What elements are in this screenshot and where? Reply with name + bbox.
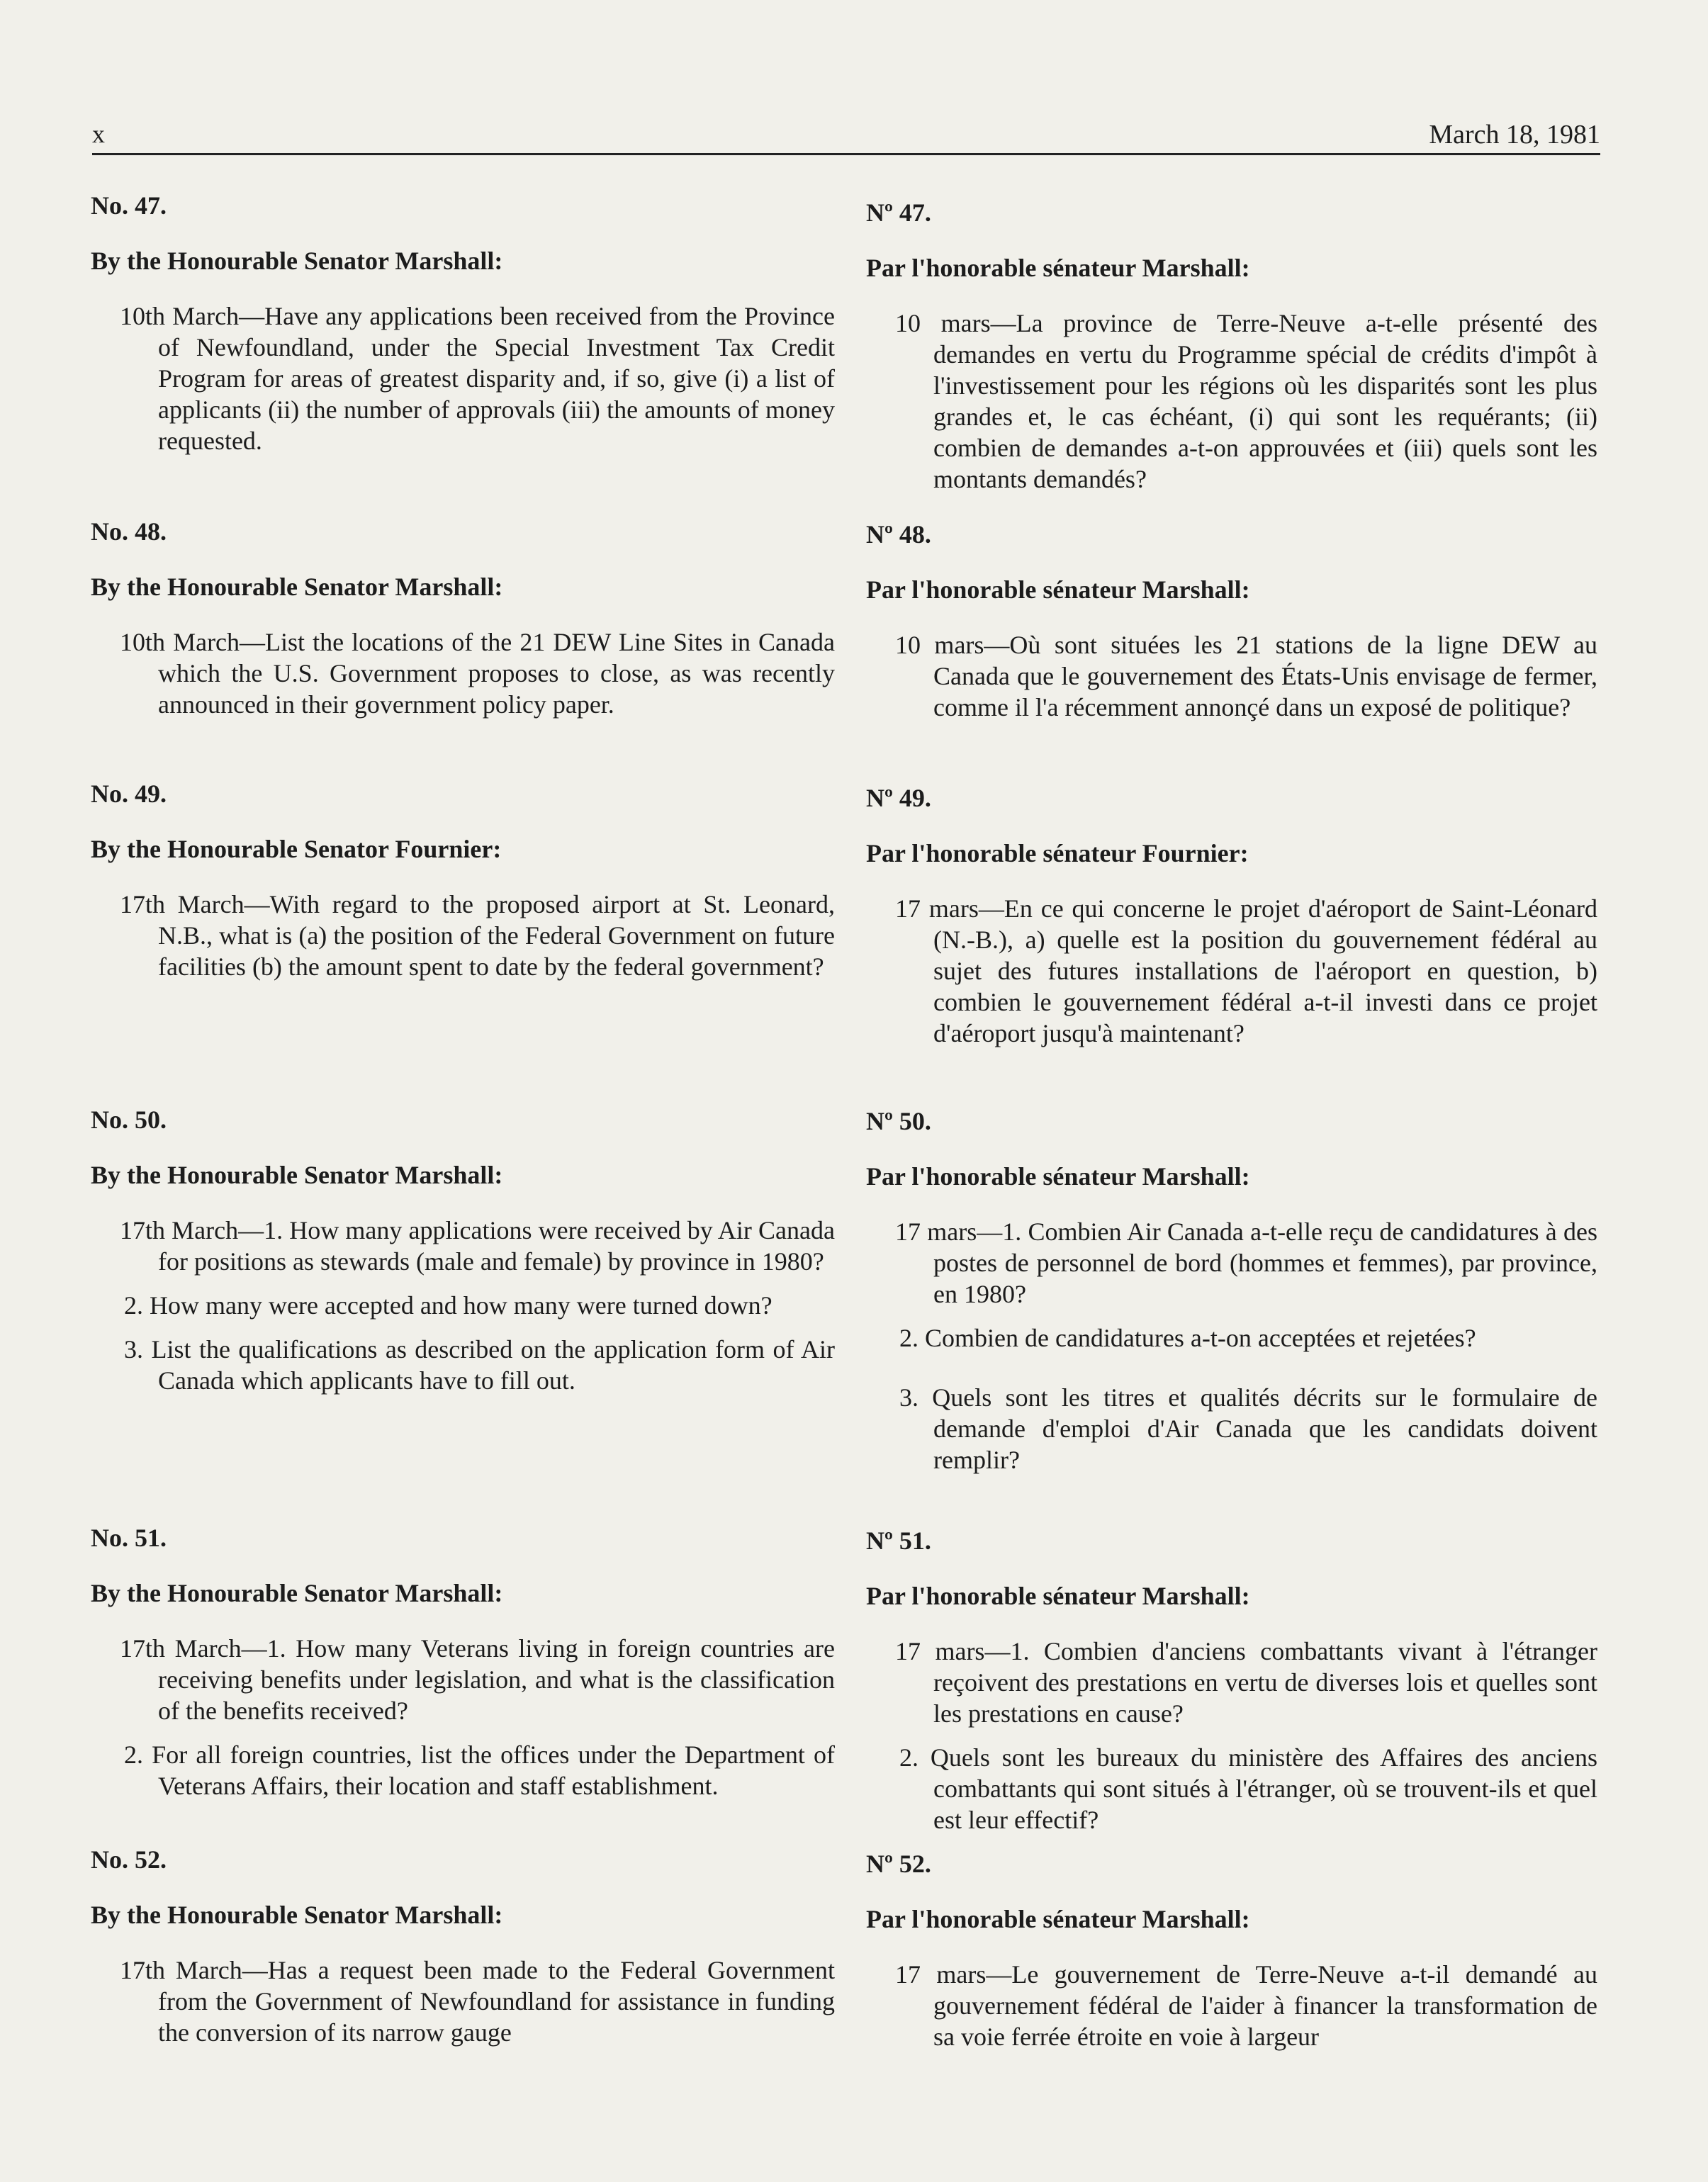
question-52-fr — [866, 1848, 1597, 2052]
question-number: Nº 47. — [866, 198, 931, 227]
question-author: Par l'honorable sénateur Marshall: — [866, 254, 1250, 282]
question-author: Par l'honorable sénateur Marshall: — [866, 575, 1250, 604]
question-50-en — [91, 1104, 835, 1396]
page-number: x — [92, 120, 105, 148]
question-text: 17th March—With regard to the proposed airport at St. Leonard, N.B., what is (a) the position of the Federal Government on future facilities (b) the amount spent to date by the federal government? — [120, 890, 835, 981]
question-number: Nº 52. — [866, 1850, 931, 1878]
header-rule — [92, 153, 1600, 155]
question-author: By the Honourable Senator Marshall: — [91, 573, 503, 601]
question-number: No. 51. — [91, 1524, 167, 1552]
question-text: 2. For all foreign countries, list the offices under the Department of Veterans Affairs, their location and staff establishment. — [124, 1740, 835, 1800]
question-author: Par l'honorable sénateur Fournier: — [866, 839, 1249, 867]
question-text: 10th March—Have any applications been received from the Province of Newfoundland, under the Special Investment Tax Credit Program for areas of greatest disparity and, if so, give (i) a list of applicants (ii) the number of approvals (iii) the amounts of money requested. — [120, 302, 835, 455]
question-author: By the Honourable Senator Marshall: — [91, 1579, 503, 1607]
question-47-en — [91, 190, 835, 456]
question-text: 17 mars—Le gouvernement de Terre-Neuve a-t-il demandé au gouvernement fédéral de l'aider à financer la transformation de sa voie ferrée étroite en voie à largeur — [895, 1960, 1597, 2051]
question-number: No. 47. — [91, 191, 167, 220]
question-text: 17th March—1. How many Veterans living in foreign countries are receiving benefits under legislation, and what is the classification of the benefits received? — [120, 1634, 835, 1725]
question-text: 17th March—Has a request been made to the Federal Government from the Government of Newfoundland for assistance in funding the conversion of its narrow gauge — [120, 1956, 835, 2047]
question-text: 10 mars—La province de Terre-Neuve a-t-elle présenté des demandes en vertu du Programme spécial de crédits d'impôt à l'investissement pour les régions où les disparités sont les plus grandes et, le cas échéant, (i) qui sont les requérants; (ii) combien de demandes a-t-on approuvées et (iii) quels sont les montants demandés? — [895, 309, 1597, 493]
question-text: 17 mars—1. Combien d'anciens combattants vivant à l'étranger reçoivent des prestations en vertu de diverses lois et quelles sont les prestations en cause? — [895, 1637, 1597, 1728]
question-49-en — [91, 778, 835, 982]
question-text: 2. How many were accepted and how many were turned down? — [124, 1291, 772, 1320]
question-author: By the Honourable Senator Marshall: — [91, 1901, 503, 1929]
question-text: 2. Combien de candidatures a-t-on acceptées et rejetées? — [899, 1324, 1476, 1352]
question-number: Nº 51. — [866, 1526, 931, 1555]
question-author: By the Honourable Senator Marshall: — [91, 1161, 503, 1189]
question-50-fr — [866, 1106, 1597, 1475]
question-text: 10 mars—Où sont situées les 21 stations de la ligne DEW au Canada que le gouvernement des États-Unis envisage de fermer, comme il l'a récemment annonçé dans un exposé de politique? — [895, 631, 1597, 721]
question-author: By the Honourable Senator Marshall: — [91, 247, 503, 275]
question-author: Par l'honorable sénateur Marshall: — [866, 1162, 1250, 1191]
question-number: Nº 48. — [866, 520, 931, 549]
question-text: 17 mars—En ce qui concerne le projet d'aéroport de Saint-Léonard (N.-B.), a) quelle est la position du gouvernement fédéral au sujet des futures installations de l'aéroport en question, b) combien le gouvernement fédéral a-t-il investi dans ce projet d'aéroport jusqu'à maintenant? — [895, 894, 1597, 1047]
question-51-fr — [866, 1525, 1597, 1835]
question-49-fr — [866, 782, 1597, 1049]
question-author: Par l'honorable sénateur Marshall: — [866, 1582, 1250, 1610]
question-number: No. 48. — [91, 517, 167, 546]
question-author: By the Honourable Senator Fournier: — [91, 835, 502, 863]
question-number: No. 49. — [91, 780, 167, 808]
question-text: 3. List the qualifications as described on the application form of Air Canada which applicants have to fill out. — [124, 1335, 835, 1395]
page-header — [92, 119, 1600, 153]
question-number: No. 50. — [91, 1106, 167, 1134]
question-number: No. 52. — [91, 1845, 167, 1874]
question-number: Nº 50. — [866, 1107, 931, 1135]
question-48-en — [91, 516, 835, 720]
question-52-en — [91, 1844, 835, 2048]
question-text: 2. Quels sont les bureaux du ministère des Affaires des anciens combattants qui sont situés à l'étranger, où se trouvent-ils et quel est leur effectif? — [899, 1743, 1597, 1834]
question-text: 17 mars—1. Combien Air Canada a-t-elle reçu de candidatures à des postes de personnel de bord (hommes et femmes), par province, en 1980? — [895, 1217, 1597, 1308]
question-number: Nº 49. — [866, 784, 931, 812]
question-51-en — [91, 1522, 835, 1801]
question-text: 17th March—1. How many applications were received by Air Canada for positions as stewards (male and female) by province in 1980? — [120, 1216, 835, 1276]
question-47-fr — [866, 197, 1597, 495]
page-date: March 18, 1981 — [1429, 120, 1600, 150]
question-text: 3. Quels sont les titres et qualités décrits sur le formulaire de demande d'emploi d'Air Canada que les candidats doivent remplir? — [899, 1383, 1597, 1474]
question-author: Par l'honorable sénateur Marshall: — [866, 1905, 1250, 1933]
question-text: 10th March—List the locations of the 21 DEW Line Sites in Canada which the U.S. Government proposes to close, as was recently announced in their government policy paper. — [120, 628, 835, 719]
question-48-fr — [866, 519, 1597, 723]
